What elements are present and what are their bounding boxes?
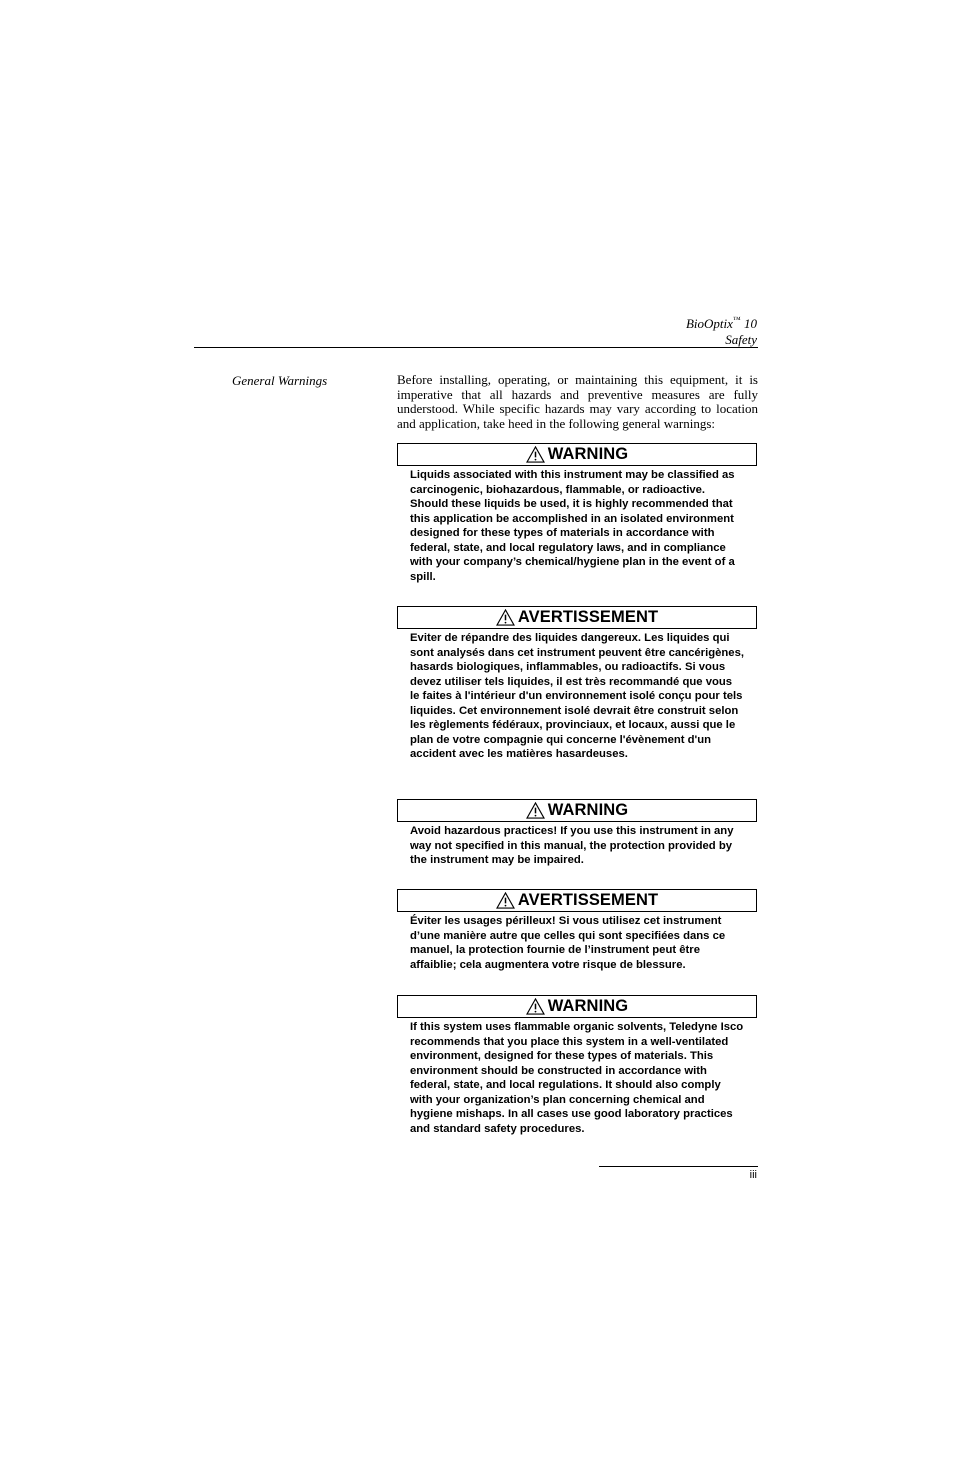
notice-body: Eviter de répandre des liquides dangereux. Les liquides qui sont analysés dans cet instrument peuvent être cancérigènes, hasards biologiques, inflammables, ou radioactifs. Si vous devez utiliser tels liquides, il est très recommandé que vous le faites à l'intérieur d'un environnement isolé conçu pour tels liquides. Cet environnement isolé devrait être construit selon les règlements fédéraux, provinciaux, et locaux, aussi que le plan de votre compagnie qui concerne l'évènement d'un accident avec les matières hasardeuses. <box>410 632 745 760</box>
header-rule <box>194 347 758 348</box>
notice-body: If this system uses flammable organic solvents, Teledyne Isco recommends that you place this system in a well-ventilated environment, designed for these types of materials. This environment should be constructed in accordance with federal, state, and local regulations. It should also comply with your organization’s plan concerning chemical and hygiene mishaps. In all cases use good laboratory practices and standard safety procedures. <box>410 1021 744 1135</box>
notice-title: WARNING <box>547 997 629 1015</box>
page-number: iii <box>749 1169 757 1181</box>
notice-warning <box>397 995 757 1136</box>
side-heading: General Warnings <box>232 373 328 388</box>
section-title: Safety <box>725 332 757 347</box>
notice-title-box <box>397 443 757 466</box>
notice-title-box <box>397 889 757 912</box>
notice-title-box <box>397 995 757 1018</box>
running-header <box>686 312 757 348</box>
notice-title-box <box>397 606 757 629</box>
notice-body: Liquids associated with this instrument may be classified as carcinogenic, biohazardous, flammable, or radioactive. Should these liquids be used, it is highly recommended that this application be accomplished in an isolated environment designed for these types of materials in accordance with federal, state, and local regulatory laws, and in compliance with your company’s chemical/hygiene plan in the event of a spill. <box>410 469 735 583</box>
warning-triangle-icon <box>526 446 545 463</box>
product-title: BioOptix™ 10 <box>685 315 757 331</box>
warning-triangle-icon <box>526 998 545 1015</box>
intro-paragraph: Before installing, operating, or maintaining this equipment, it is imperative that all hazards and preventive measures are fully understood. While specific hazards may vary according to location and application, take heed in the following general warnings: <box>397 372 758 431</box>
notice-body: Avoid hazardous practices! If you use this instrument in any way not specified in this manual, the protection provided by the instrument may be impaired. <box>410 825 734 866</box>
notice-title: AVERTISSEMENT <box>517 608 659 626</box>
footer-rule <box>599 1166 758 1167</box>
notice-warning <box>397 443 757 584</box>
notice-title-box <box>397 799 757 822</box>
warning-triangle-icon <box>526 802 545 819</box>
notice-avertissement <box>397 889 757 972</box>
notice-avertissement <box>397 606 757 762</box>
notice-title: AVERTISSEMENT <box>517 891 659 909</box>
notice-title: WARNING <box>547 445 629 463</box>
notice-body: Éviter les usages périlleux! Si vous utilisez cet instrument d’une manière autre que celles qui sont specifiées dans ce manuel, la protection fournie de l’instrument peut être affaiblie; cela augmentera votre risque de blessure. <box>410 915 726 971</box>
warning-triangle-icon <box>496 609 515 626</box>
notice-title: WARNING <box>547 801 629 819</box>
warning-triangle-icon <box>496 892 515 909</box>
notice-warning <box>397 799 757 868</box>
